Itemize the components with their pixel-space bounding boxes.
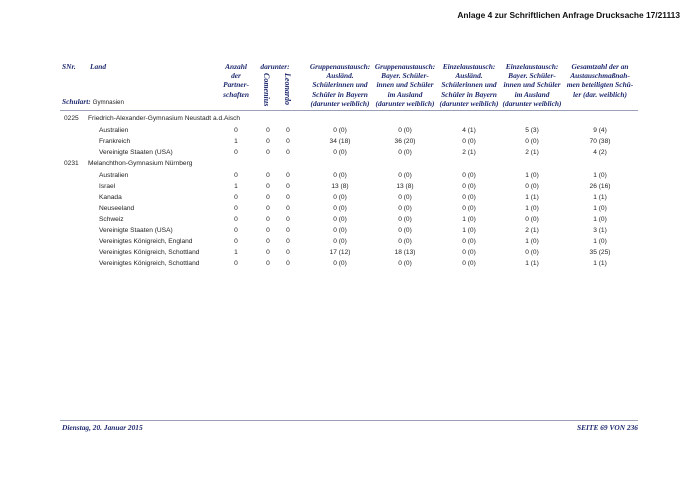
cell-total: 35 (25) — [589, 249, 611, 256]
cell-land: Israel — [99, 183, 116, 190]
header-group-in: Gruppenaustausch: Ausländ. Schülerinnen und Schüler in Bayern (darunter weiblich) — [309, 62, 371, 108]
table-row — [0, 138, 700, 149]
cell-comenius: 0 — [266, 127, 270, 134]
cell-group-in: 0 (0) — [333, 205, 347, 212]
cell-single-out: 1 (1) — [525, 194, 539, 201]
header-group-out: Gruppenaustausch: Bayer. Schüler- innen und Schüler im Ausland (darunter weiblich) — [374, 62, 436, 108]
cell-comenius: 0 — [266, 138, 270, 145]
table-row — [0, 216, 700, 227]
cell-single-in: 1 (0) — [462, 227, 476, 234]
cell-leonardo: 0 — [286, 249, 290, 256]
cell-leonardo: 0 — [286, 227, 290, 234]
cell-total: 1 (0) — [593, 205, 607, 212]
cell-group-out: 0 (0) — [398, 238, 412, 245]
header-land: Land — [90, 62, 107, 71]
cell-group-out: 0 (0) — [398, 194, 412, 201]
cell-total: 1 (0) — [593, 216, 607, 223]
header-darunter: darunter: — [260, 62, 290, 71]
cell-anzahl: 0 — [234, 216, 238, 223]
cell-group-in: 0 (0) — [333, 172, 347, 179]
cell-leonardo: 0 — [286, 216, 290, 223]
cell-single-in: 2 (1) — [462, 149, 476, 156]
cell-anzahl: 0 — [234, 205, 238, 212]
cell-comenius: 0 — [266, 172, 270, 179]
cell-group-out: 0 (0) — [398, 227, 412, 234]
table-row — [0, 227, 700, 238]
cell-group-in: 0 (0) — [333, 149, 347, 156]
cell-total: 1 (1) — [593, 194, 607, 201]
table-row — [0, 260, 700, 271]
cell-group-in: 0 (0) — [333, 127, 347, 134]
cell-leonardo: 0 — [286, 172, 290, 179]
table-row — [0, 183, 700, 194]
cell-anzahl: 1 — [234, 138, 238, 145]
table-row — [0, 172, 700, 183]
cell-comenius: 0 — [266, 238, 270, 245]
cell-land: Vereinigtes Königreich, Schottland — [99, 260, 200, 267]
cell-single-out: 0 (0) — [525, 249, 539, 256]
cell-group-out: 18 (13) — [394, 249, 416, 256]
cell-single-in: 0 (0) — [462, 249, 476, 256]
cell-total: 3 (1) — [593, 227, 607, 234]
cell-group-out: 13 (8) — [396, 183, 414, 190]
cell-anzahl: 1 — [234, 249, 238, 256]
cell-group-in: 34 (18) — [329, 138, 351, 145]
cell-leonardo: 0 — [286, 138, 290, 145]
cell-total: 1 (0) — [593, 238, 607, 245]
cell-single-out: 1 (1) — [525, 260, 539, 267]
cell-group-out: 0 (0) — [398, 149, 412, 156]
cell-single-out: 0 (0) — [525, 183, 539, 190]
cell-single-out: 0 (0) — [525, 138, 539, 145]
cell-leonardo: 0 — [286, 183, 290, 190]
cell-total: 1 (0) — [593, 172, 607, 179]
cell-comenius: 0 — [266, 249, 270, 256]
footer-divider — [60, 420, 638, 421]
cell-single-out: 1 (0) — [525, 238, 539, 245]
cell-comenius: 0 — [266, 194, 270, 201]
footer-date: Dienstag, 20. Januar 2015 — [62, 423, 143, 432]
cell-single-in: 0 (0) — [462, 172, 476, 179]
cell-group-out: 0 (0) — [398, 172, 412, 179]
header-single-in: Einzelaustausch: Ausländ. Schülerinnen und Schüler in Bayern (darunter weiblich) — [439, 62, 499, 108]
cell-single-out: 2 (1) — [525, 149, 539, 156]
cell-single-out: 0 (0) — [525, 216, 539, 223]
cell-comenius: 0 — [266, 183, 270, 190]
table-row — [0, 205, 700, 216]
cell-single-in: 1 (0) — [462, 216, 476, 223]
cell-group-out: 0 (0) — [398, 127, 412, 134]
cell-leonardo: 0 — [286, 194, 290, 201]
cell-land: Kanada — [99, 194, 122, 201]
school-row — [0, 160, 700, 171]
cell-land: Vereinigte Staaten (USA) — [99, 149, 173, 156]
cell-leonardo: 0 — [286, 127, 290, 134]
school-name: Melanchthon-Gymnasium Nürnberg — [88, 160, 193, 167]
cell-land: Frankreich — [99, 138, 131, 145]
cell-anzahl: 0 — [234, 127, 238, 134]
cell-anzahl: 0 — [234, 194, 238, 201]
cell-comenius: 0 — [266, 227, 270, 234]
cell-group-out: 0 (0) — [398, 260, 412, 267]
cell-single-in: 0 (0) — [462, 260, 476, 267]
table-row — [0, 127, 700, 138]
cell-group-in: 0 (0) — [333, 216, 347, 223]
cell-total: 70 (38) — [589, 138, 611, 145]
cell-anzahl: 1 — [234, 183, 238, 190]
schulart-value: Gymnasien — [92, 99, 124, 106]
cell-land: Vereinigtes Königreich, Schottland — [99, 249, 200, 256]
cell-single-out: 1 (0) — [525, 205, 539, 212]
table-row — [0, 238, 700, 249]
cell-single-out: 1 (0) — [525, 172, 539, 179]
cell-anzahl: 0 — [234, 149, 238, 156]
cell-single-in: 0 (0) — [462, 205, 476, 212]
header-total: Gesamtzahl der an Austauschmaßnah- men beteiligten Schü- ler (dar. weiblich) — [566, 62, 634, 99]
table-row — [0, 149, 700, 160]
cell-single-in: 4 (1) — [462, 127, 476, 134]
cell-single-in: 0 (0) — [462, 194, 476, 201]
cell-single-in: 0 (0) — [462, 138, 476, 145]
cell-group-out: 0 (0) — [398, 205, 412, 212]
header-snr: SNr. — [62, 62, 76, 71]
cell-group-in: 17 (12) — [329, 249, 351, 256]
cell-land: Neuseeland — [99, 205, 135, 212]
cell-land: Schweiz — [99, 216, 124, 223]
cell-leonardo: 0 — [286, 238, 290, 245]
cell-land: Vereinigte Staaten (USA) — [99, 227, 173, 234]
cell-group-out: 36 (20) — [394, 138, 416, 145]
school-snr: 0225 — [64, 115, 79, 122]
cell-land: Australien — [99, 127, 129, 134]
cell-total: 26 (16) — [589, 183, 611, 190]
cell-anzahl: 0 — [234, 260, 238, 267]
cell-leonardo: 0 — [286, 260, 290, 267]
header-divider — [60, 110, 638, 111]
cell-anzahl: 0 — [234, 227, 238, 234]
header-single-out: Einzelaustausch: Bayer. Schüler- innen und Schüler im Ausland (darunter weiblich) — [502, 62, 562, 108]
cell-total: 9 (4) — [593, 127, 607, 134]
cell-land: Vereinigtes Königreich, England — [99, 238, 193, 245]
cell-group-in: 0 (0) — [333, 260, 347, 267]
school-row — [0, 115, 700, 126]
cell-single-in: 0 (0) — [462, 183, 476, 190]
school-name: Friedrich-Alexander-Gymnasium Neustadt a.d.Aisch — [88, 115, 241, 122]
cell-comenius: 0 — [266, 260, 270, 267]
schulart-label: Schulart: Gymnasien — [62, 97, 124, 106]
header-leonardo: Leonardo — [283, 73, 292, 105]
cell-group-in: 0 (0) — [333, 238, 347, 245]
cell-group-in: 13 (8) — [331, 183, 349, 190]
header-anzahl: Anzahl der Partner- schaften — [223, 62, 249, 99]
cell-group-in: 0 (0) — [333, 227, 347, 234]
cell-anzahl: 0 — [234, 172, 238, 179]
table-row — [0, 249, 700, 260]
document-reference: Anlage 4 zur Schriftlichen Anfrage Drucksache 17/21113 — [457, 10, 680, 20]
cell-land: Australien — [99, 172, 129, 179]
cell-total: 4 (2) — [593, 149, 607, 156]
cell-group-in: 0 (0) — [333, 194, 347, 201]
header-comenius: Comenius — [262, 73, 271, 107]
cell-leonardo: 0 — [286, 149, 290, 156]
cell-single-in: 0 (0) — [462, 238, 476, 245]
cell-leonardo: 0 — [286, 205, 290, 212]
cell-group-out: 0 (0) — [398, 216, 412, 223]
cell-single-out: 5 (3) — [525, 127, 539, 134]
table-row — [0, 194, 700, 205]
cell-comenius: 0 — [266, 149, 270, 156]
cell-single-out: 2 (1) — [525, 227, 539, 234]
cell-comenius: 0 — [266, 216, 270, 223]
school-snr: 0231 — [64, 160, 79, 167]
footer-page-number: SEITE 69 VON 236 — [577, 423, 638, 432]
cell-total: 1 (1) — [593, 260, 607, 267]
cell-comenius: 0 — [266, 205, 270, 212]
cell-anzahl: 0 — [234, 238, 238, 245]
